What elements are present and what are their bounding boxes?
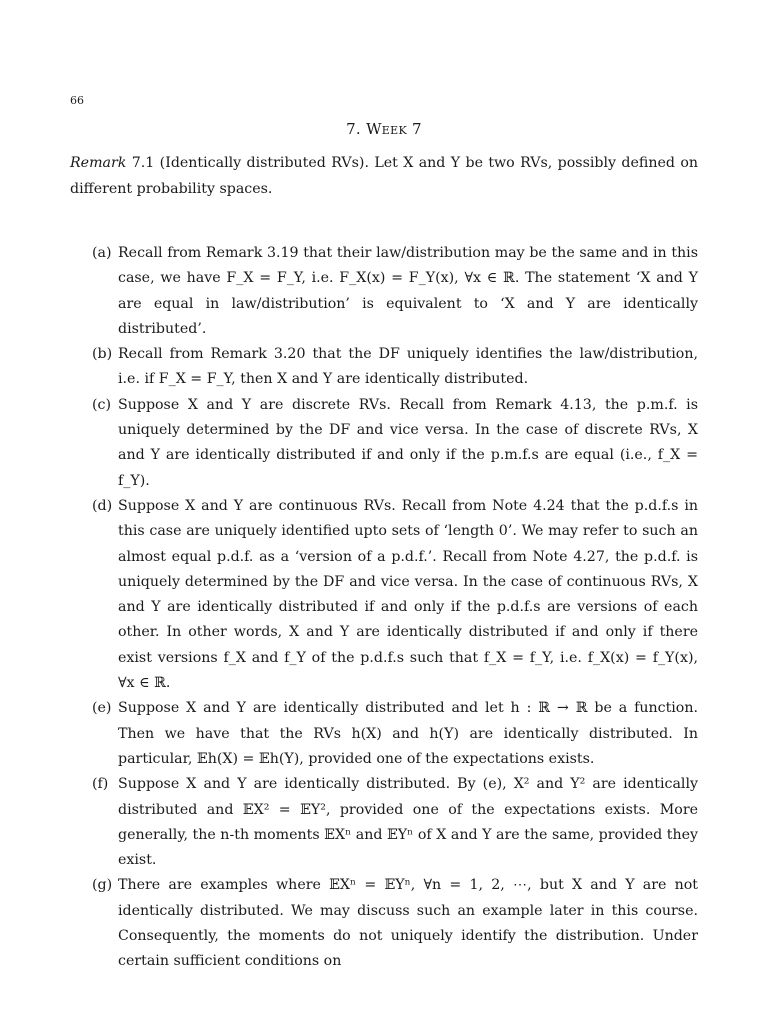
list-item-b xyxy=(92,342,698,393)
list-item-e xyxy=(92,696,698,772)
list-item-marker: (f) xyxy=(92,776,109,793)
list-item-text: Recall from Remark 3.20 that the DF uniquely identifies the law/distribution, i.e. if F_X = F_Y, then X and Y are identically distributed. xyxy=(118,346,698,388)
list-item-f xyxy=(92,772,698,873)
list-item-text: Recall from Remark 3.19 that their law/distribution may be the same and in this case, we have F_X = F_Y, i.e. F_X(x) = F_Y(x), ∀x ∈ ℝ. The statement ‘X and Y are equal in law/distribution’ is equivalent to ‘X and Y are identically distributed’. xyxy=(118,245,698,337)
list-item-g xyxy=(92,873,698,974)
remark-number-title: 7.1 (Identically distributed RVs). xyxy=(131,155,369,171)
list-item-marker: (a) xyxy=(92,245,112,261)
list-item-d xyxy=(92,494,698,696)
list-item-c xyxy=(92,393,698,494)
list-item-text: There are examples where 𝔼Xⁿ = 𝔼Yⁿ, ∀n = 1, 2, ⋯, but X and Y are not identically distributed. We may discuss such an example later in this course. Consequently, the moments do not uniquely identify the distribution. Under certain sufficient conditions on xyxy=(118,877,698,970)
remark-text: Let X and Y be two RVs, possibly defined on different probability spaces. xyxy=(70,155,699,197)
list-item-text: Suppose X and Y are identically distributed. By (e), X² and Y² are identically distributed and 𝔼X² = 𝔼Y², provided one of the expectations exists. More generally, the n-th moments 𝔼Xⁿ and 𝔼Yⁿ of X and Y are the same, provided they exist. xyxy=(118,776,698,869)
list-item-a xyxy=(92,241,698,342)
list-item-marker: (c) xyxy=(92,396,112,413)
list-item-marker: (d) xyxy=(92,497,113,514)
list-item-text: Suppose X and Y are identically distributed and let h : ℝ → ℝ be a function. Then we have that the RVs h(X) and h(Y) are identically distributed. In particular, 𝔼h(X) = 𝔼h(Y), provided one of the expectations exists. xyxy=(118,700,698,767)
list-item-text: Suppose X and Y are continuous RVs. Recall from Note 4.24 that the p.d.f.s in this case are uniquely identified upto sets of ‘length 0’. We may refer to such an almost equal p.d.f. as a ‘version of a p.d.f.’. Recall from Note 4.27, the p.d.f. is uniquely determined by the DF and vice versa. In the case of continuous RVs, X and Y are identically distributed if and only if the p.d.f.s are versions of each other. In other words, X and Y are identically distributed if and only if there exist versions f_X and f_Y of the p.d.f.s such that f_X = f_Y, i.e. f_X(x) = f_Y(x), ∀x ∈ ℝ. xyxy=(118,497,698,692)
list-item-marker: (g) xyxy=(92,877,113,894)
list-item-marker: (e) xyxy=(92,700,112,717)
list-item-marker: (b) xyxy=(92,346,113,363)
chapter-heading xyxy=(0,120,768,138)
remark-label: Remark xyxy=(70,155,127,171)
chapter-heading-text: 7. Week 7 xyxy=(346,120,422,138)
page-number: 66 xyxy=(70,94,84,107)
remark-paragraph xyxy=(70,151,698,202)
list-item-text: Suppose X and Y are discrete RVs. Recall from Remark 4.13, the p.m.f. is uniquely determined by the DF and vice versa. In the case of discrete RVs, X and Y are identically distributed if and only if the p.m.f.s are equal (i.e., f_X = f_Y). xyxy=(118,396,698,489)
remark-item-list xyxy=(92,241,698,975)
